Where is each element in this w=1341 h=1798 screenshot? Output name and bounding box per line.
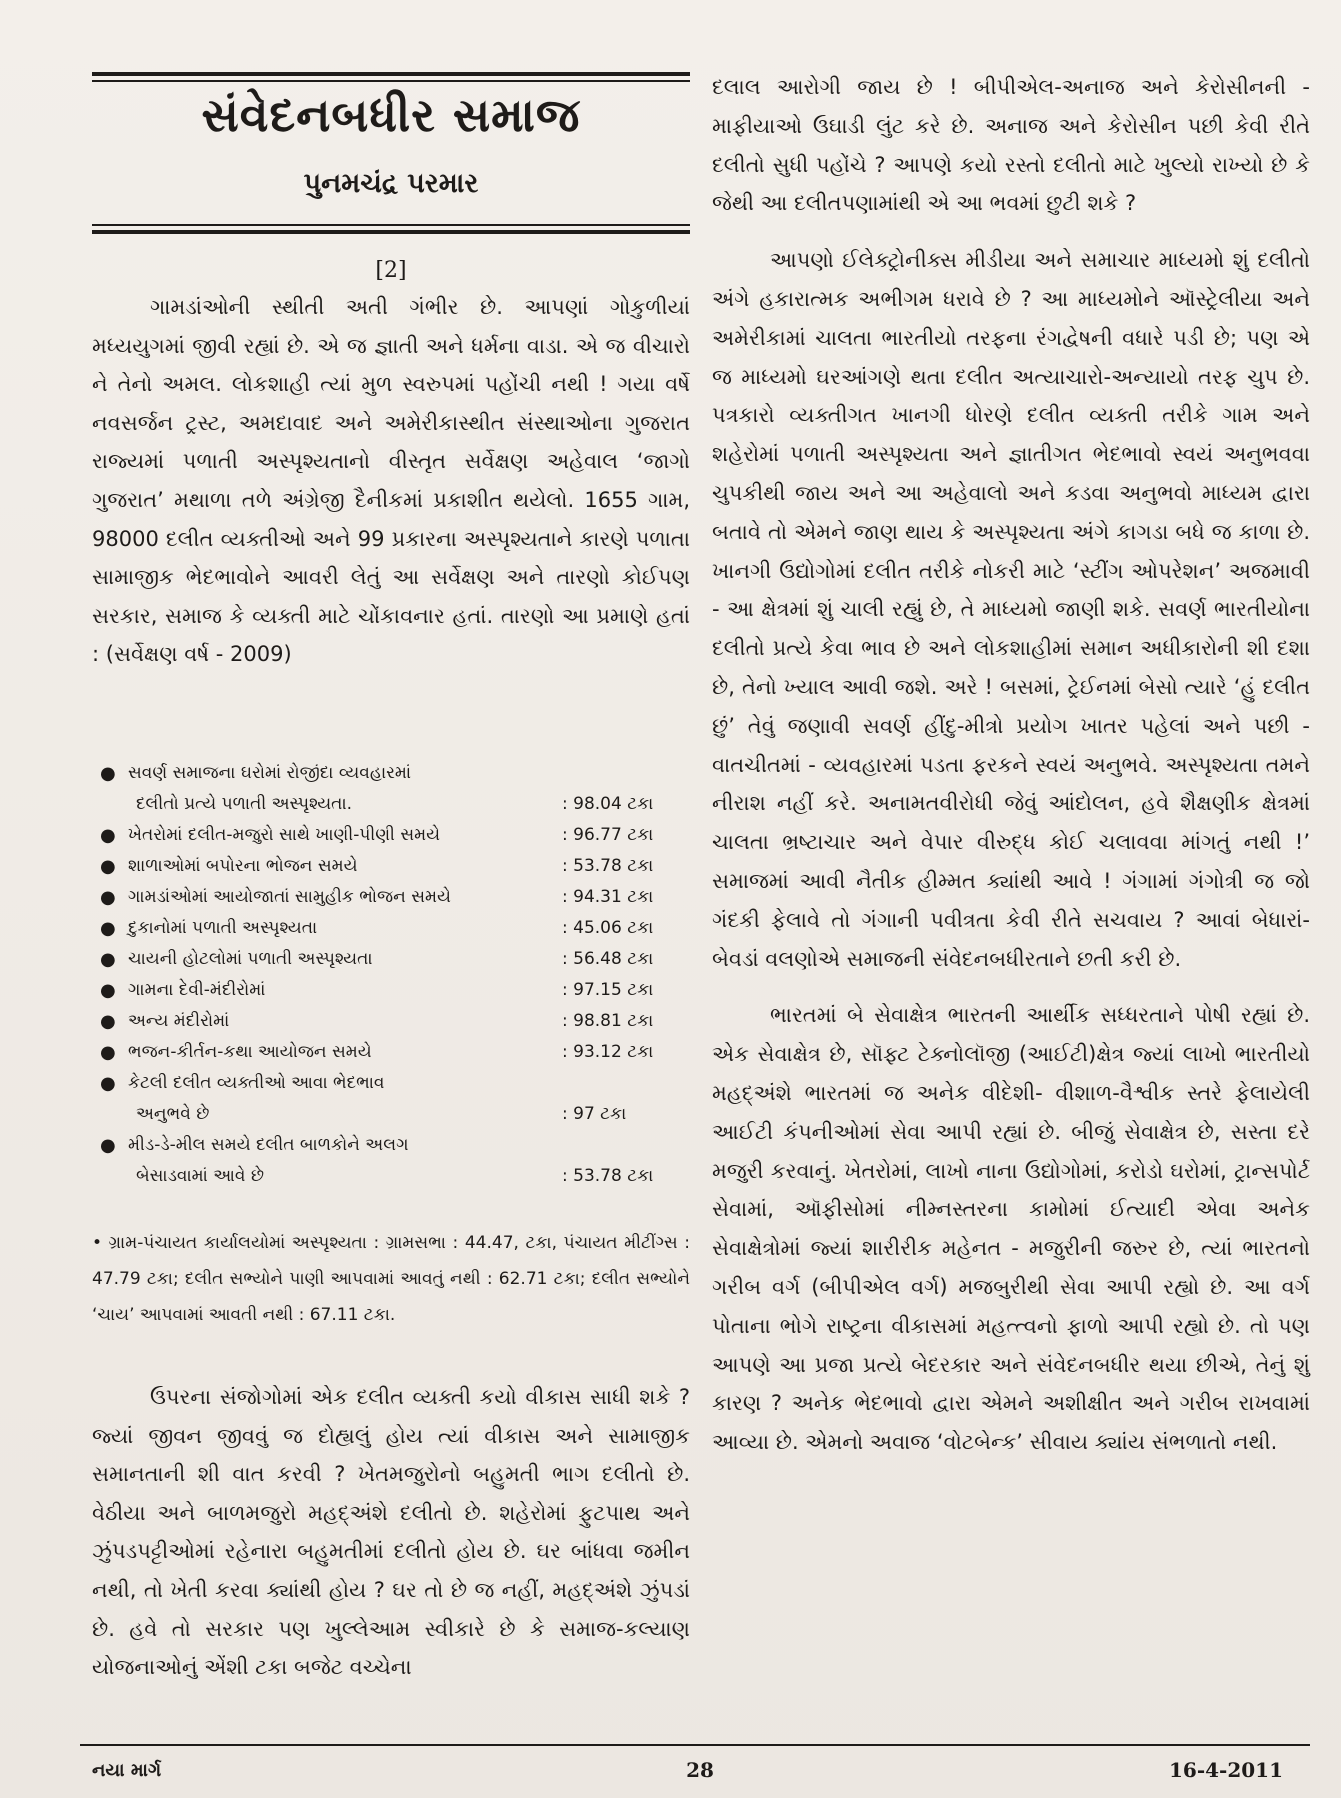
bullet-icon: ● — [100, 949, 116, 970]
bullet-icon: ● — [100, 1042, 116, 1063]
stat-item — [92, 1037, 690, 1068]
stat-value: : 53.78 ટકા — [562, 1166, 654, 1186]
footer-date: 16-4-2011 — [1168, 1758, 1283, 1782]
stat-value: : 56.48 ટકા — [562, 949, 654, 969]
stat-item — [92, 1068, 690, 1130]
stat-label: ભજન-કીર્તન-કથા આયોજન સમયે — [128, 1042, 372, 1062]
left-paragraph-2 — [92, 1378, 690, 1687]
bullet-icon: ● — [100, 918, 116, 939]
stat-label: સવર્ણ સમાજના ઘરોમાં રોજીંદા વ્યવહારમાં — [128, 763, 412, 783]
stat-item — [92, 820, 690, 851]
stat-label: મીડ-ડે-મીલ સમયે દલીત બાળકોને અલગ — [128, 1135, 409, 1155]
stat-label: શાળાઓમાં બપોરના ભોજન સમયે — [128, 856, 358, 876]
left-paragraph-1-text: ગામડાંઓની સ્થીતી અતી ગંભીર છે. આપણાં ગોકુળીયાં મધ્યયુગમાં જીવી રહ્યાં છે. એ જ જ્ઞાતી અને ધર્મના વાડા. એ જ વીચારો ને તેનો અમલ. લોકશાહી ત્યાં મુળ સ્વરુપમાં પહોંચી નથી ! ગયા વર્ષે નવસર્જન ટ્રસ્ટ, અમદાવાદ અને અમેરીકાસ્થીત સંસ્થાઓના ગુજરાત રાજ્યમાં પળાતી અસ્પૃશ્યતાનો વીસ્તૃત સર્વેક્ષણ અહેવાલ ‘જાગો ગુજરાત’ મથાળા તળે અંગ્રેજી દૈનીકમાં પ્રકાશીત થયેલો. 1655 ગામ, 98000 દલીત વ્યક્તીઓ અને 99 પ્રકારના અસ્પૃશ્યતાને કારણે પળાતા સામાજીક ભેદભાવોને આવરી લેતું આ સર્વેક્ષણ અને તારણો કોઈપણ સરકાર, સમાજ કે વ્યક્તી માટે ચોંકાવનાર હતાં. તારણો આ પ્રમાણે હતાં : (સર્વેક્ષણ વર્ષ - 2009) — [92, 295, 690, 667]
bullet-icon: ● — [100, 1011, 116, 1032]
panchayat-note: • ગ્રામ-પંચાયત કાર્યાલયોમાં અસ્પૃશ્યતા : ગ્રામસભા : 44.47, ટકા, પંચાયત મીટીંગ્સ : 47.79 ટકા; દલીત સભ્યોને પાણી આપવામાં આવતું નથી : 62.71 ટકા; દલીત સભ્યોને ‘ચાય’ આપવામાં આવતી નથી : 67.11 ટકા. — [92, 1233, 690, 1325]
stat-value: : 94.31 ટકા — [562, 887, 654, 907]
bullet-icon: ● — [100, 887, 116, 908]
article-title: સંવેદનબધીર સમાજ — [201, 88, 581, 142]
stat-label: દુકાનોમાં પળાતી અસ્પૃશ્યતા — [128, 918, 318, 938]
stat-item — [92, 975, 690, 1006]
stat-value: : 97.15 ટકા — [562, 980, 654, 1000]
bullet-icon: ● — [100, 1135, 116, 1156]
stat-item — [92, 851, 690, 882]
bullet-icon: ● — [100, 856, 116, 877]
survey-stats-list — [92, 758, 690, 1192]
stat-item — [92, 944, 690, 975]
stat-label-cont: દલીતો પ્રત્યે પળાતી અસ્પૃશ્યતા. — [136, 794, 353, 814]
bullet-icon: ● — [100, 825, 116, 846]
right-column — [712, 68, 1310, 1462]
title-top-rule-thin — [92, 80, 690, 82]
bullet-icon: ● — [100, 763, 116, 784]
stat-value: : 96.77 ટકા — [562, 825, 654, 845]
author-bottom-rule — [92, 230, 690, 234]
footer-page-number: 28 — [686, 1758, 714, 1782]
stat-label: ખેતરોમાં દલીત-મજુરો સાથે ખાણી-પીણી સમયે — [128, 825, 441, 845]
article-author: પુનમચંદ્ર પરમાર — [303, 168, 479, 199]
stat-value: : 98.81 ટકા — [562, 1011, 654, 1031]
stat-label: ગામડાંઓમાં આયોજાતાં સામુહીક ભોજન સમયે — [128, 887, 451, 907]
stat-label: અન્ય મંદીરોમાં — [128, 1011, 230, 1031]
footer-rule — [80, 1744, 1310, 1746]
stat-label: ગામના દેવી-મંદીરોમાં — [128, 980, 266, 1000]
stat-value: : 45.06 ટકા — [562, 918, 654, 938]
article-part-number: [2] — [375, 258, 407, 283]
footer-publication: નયા માર્ગ — [92, 1760, 162, 1781]
left-paragraph-2-text: ઉપરના સંજોગોમાં એક દલીત વ્યક્તી કયો વીકાસ સાધી શકે ? જ્યાં જીવન જીવવું જ દોહ્યલું હોય ત્યાં વીકાસ અને સામાજીક સમાનતાની શી વાત કરવી ? ખેતમજુરોનો બહુમતી ભાગ દલીતો છે. વેઠીયા અને બાળમજુરો મહદ્અંશે દલીતો છે. શહેરોમાં ફુટપાથ અને ઝુંપડપટ્ટીઓમાં રહેનારા બહુમતીમાં દલીતો હોય છે. ઘર બાંધવા જમીન નથી, તો ખેતી કરવા ક્યાંથી હોય ? ઘર તો છે જ નહીં, મહદ્અંશે ઝુંપડાં છે. હવે તો સરકાર પણ ખુલ્લેઆમ સ્વીકારે છે કે સમાજ-કલ્યાણ યોજનાઓનું એંશી ટકા બજેટ વચ્ચેના — [92, 1385, 690, 1680]
left-paragraph-1 — [92, 288, 690, 674]
stat-value: : 98.04 ટકા — [562, 794, 654, 814]
stat-label-cont: અનુભવે છે — [136, 1104, 210, 1124]
bullet-icon: ● — [100, 980, 116, 1001]
title-top-rule — [92, 72, 690, 76]
bullet-icon: ● — [100, 1073, 116, 1094]
stat-label-cont: બેસાડવામાં આવે છે — [136, 1166, 265, 1186]
stat-label: કેટલી દલીત વ્યક્તીઓ આવા ભેદભાવ — [128, 1073, 385, 1093]
right-paragraph-1: દલાલ આરોગી જાય છે ! બીપીએલ-અનાજ અને કેરોસીનની - માફીયાઓ ઉઘાડી લુંટ કરે છે. અનાજ અને કેરોસીન પછી કેવી રીતે દલીતો સુધી પહોંચે ? આપણે કયો રસ્તો દલીતો માટે ખુલ્યો રાખ્યો છે કે જેથી આ દલીતપણામાંથી એ આ ભવમાં છુટી શકે ? — [712, 75, 1310, 216]
right-paragraph-3: ભારતમાં બે સેવાક્ષેત્ર ભારતની આર્થીક સધ્ધરતાને પોષી રહ્યાં છે. એક સેવાક્ષેત્ર છે, સૉફ્ટ ટેક્નોલૉજી (આઈટી)ક્ષેત્ર જ્યાં લાખો ભારતીયો મહદ્અંશે ભારતમાં જ અનેક વીદેશી- વીશાળ-વૈશ્વીક સ્તરે ફેલાયેલી આઈટી કંપનીઓમાં સેવા આપી રહ્યાં છે. બીજું સેવાક્ષેત્ર છે, સસ્તા દરે મજુરી કરવાનું. ખેતરોમાં, લાખો નાના ઉદ્યોગોમાં, કરોડો ઘરોમાં, ટ્રાન્સપોર્ટ સેવામાં, ઑફીસોમાં નીમ્નસ્તરના કામોમાં ઈત્યાદી એવા અનેક સેવાક્ષેત્રોમાં જ્યાં શારીરીક મહેનત - મજુરીની જરુર છે, ત્યાં ભારતનો ગરીબ વર્ગ (બીપીએલ વર્ગ) મજબુરીથી સેવા આપી રહ્યો છે. આ વર્ગ પોતાના ભોગે રાષ્ટ્રના વીકાસમાં મહત્ત્વનો ફાળો આપી રહ્યો છે. તો પણ આપણે આ પ્રજા પ્રત્યે બેદરકાર અને સંવેદનબધીર થયા છીએ, તેનું શું કારણ ? અનેક ભેદભાવો દ્વારા એમને અશીક્ષીત અને ગરીબ રાખવામાં આવ્યા છે. એમનો અવાજ ‘વોટબેન્ક’ સીવાય ક્યાંય સંભળાતો નથી. — [712, 1003, 1310, 1455]
stat-item — [92, 1130, 690, 1192]
stat-item — [92, 758, 690, 820]
stat-value: : 97 ટકા — [562, 1104, 627, 1124]
stat-item — [92, 1006, 690, 1037]
author-bottom-rule-thin — [92, 224, 690, 226]
stat-label: ચાયની હોટલોમાં પળાતી અસ્પૃશ્યતા — [128, 949, 373, 969]
stat-value: : 53.78 ટકા — [562, 856, 654, 876]
stat-item — [92, 913, 690, 944]
stat-item — [92, 882, 690, 913]
stat-value: : 93.12 ટકા — [562, 1042, 654, 1062]
right-paragraph-2: આપણો ઈલેક્ટ્રોનીક્સ મીડીયા અને સમાચાર માધ્યમો શું દલીતો અંગે હકારાત્મક અભીગમ ધરાવે છે ? આ માધ્યમોને ઑસ્ટ્રેલીયા અને અમેરીકામાં ચાલતા ભારતીયો તરફના રંગદ્વેષની વધારે પડી છે; પણ એ જ માધ્યમો ઘરઆંગણે થતા દલીત અત્યાચારો-અન્યાયો તરફ ચુપ છે. પત્રકારો વ્યક્તીગત ખાનગી ધોરણે દલીત વ્યક્તી તરીકે ગામ અને શહેરોમાં પળાતી અસ્પૃશ્યતા અને જ્ઞાતીગત ભેદભાવો સ્વયં અનુભવવા ચુપકીથી જાય અને આ અહેવાલો અને કડવા અનુભવો માધ્યમ દ્વારા બતાવે તો એમને જાણ થાય કે અસ્પૃશ્યતા અંગે કાગડા બધે જ કાળા છે. ખાનગી ઉદ્યોગોમાં દલીત તરીકે નોકરી માટે ‘સ્ટીંગ ઓપરેશન’ અજમાવી - આ ક્ષેત્રમાં શું ચાલી રહ્યું છે, તે માધ્યમો જાણી શકે. સવર્ણ ભારતીયોના દલીતો પ્રત્યે કેવા ભાવ છે અને લોકશાહીમાં સમાન અધીકારોની શી દશા છે, તેનો ખ્યાલ આવી જશે. અરે ! બસમાં, ટ્રેઈનમાં બેસો ત્યારે ‘હું દલીત છું’ તેવું જણાવી સવર્ણ હીંદુ-મીત્રો પ્રયોગ ખાતર પહેલાં અને પછી - વાતચીતમાં - વ્યવહારમાં પડતા ફરકને સ્વયં અનુભવે. અસ્પૃશ્યતા તમને નીરાશ નહીં કરે. અનામતવીરોધી જેવું આંદોલન, હવે શૈક્ષણીક ક્ષેત્રમાં ચાલતા ભ્રષ્ટાચાર અને વેપાર વીરુદ્ધ કોઈ ચલાવવા માંગતું નથી !’ સમાજમાં આવી નૈતીક હીમ્મત ક્યાંથી આવે ! ગંગામાં ગંગોત્રી જ જો ગંદકી ફેલાવે તો ગંગાની પવીત્રતા કેવી રીતે સચવાય ? આવાં બેધારાં-બેવડાં વલણોએ સમાજની સંવેદનબધીરતાને છતી કરી છે. — [712, 248, 1310, 971]
